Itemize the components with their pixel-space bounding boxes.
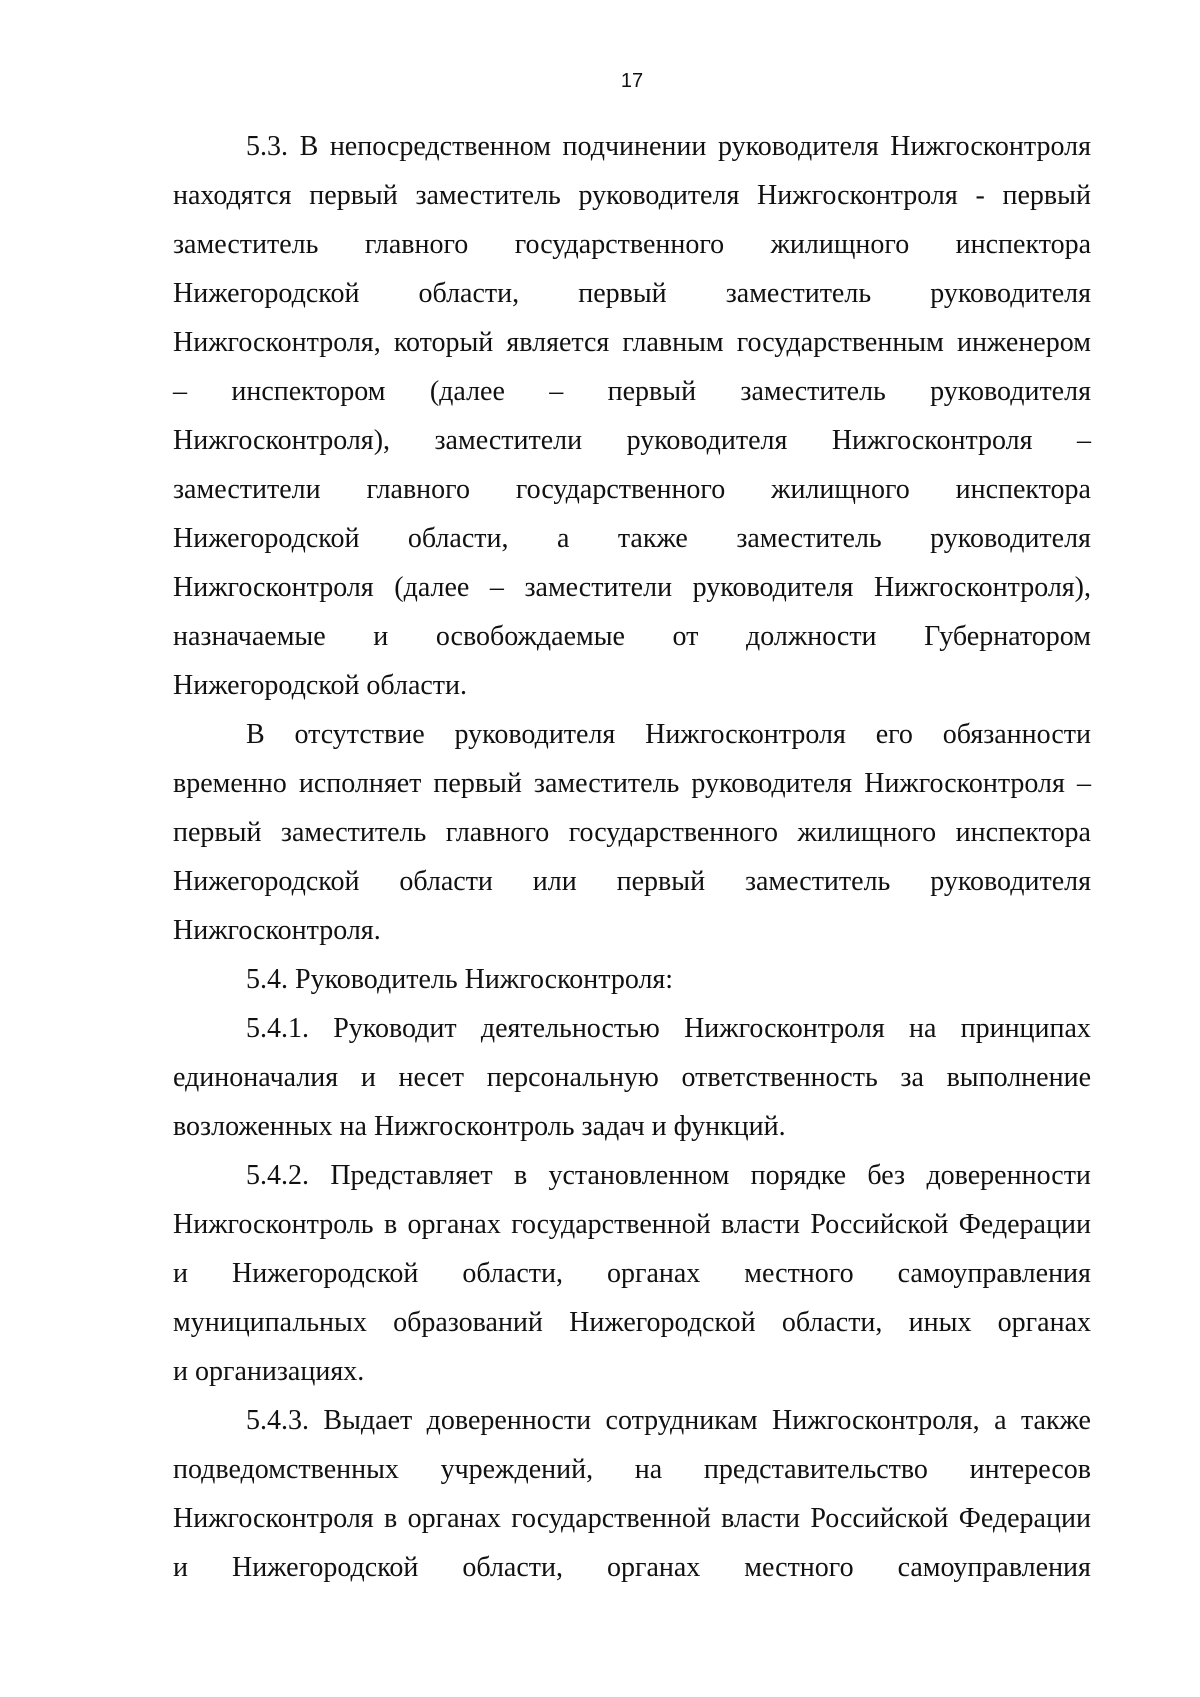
word: руководителя [578, 180, 740, 211]
word: и [173, 1552, 188, 1583]
word: области, [462, 1258, 563, 1289]
text-line [173, 1004, 1091, 1053]
word: подведомственных [173, 1454, 399, 1485]
word: (далее [394, 572, 470, 603]
word: на [634, 1454, 663, 1485]
word: власти [721, 1503, 801, 1534]
word: руководителя [930, 278, 1091, 309]
word: в [513, 1160, 528, 1191]
word: (далее [429, 376, 505, 407]
text-line [173, 318, 1091, 367]
text-line [173, 808, 1091, 857]
word: в [383, 1209, 398, 1240]
word: Нижегородской [231, 1258, 419, 1289]
word: обязанности [942, 719, 1091, 750]
text-line [173, 220, 1091, 269]
word: инженером [956, 327, 1091, 358]
word: – [489, 572, 504, 603]
word: Нижгосконтроля [757, 180, 958, 211]
word: Российской [810, 1503, 949, 1534]
text-line [173, 1445, 1091, 1494]
text-line [173, 269, 1091, 318]
word: его [875, 719, 913, 750]
word: Российской [810, 1209, 949, 1240]
word: заместитель [725, 278, 872, 309]
word: области [399, 866, 493, 897]
word: - [975, 180, 985, 211]
word: заместитель [533, 768, 680, 799]
text-line: Нижгосконтроля. [173, 915, 381, 946]
word: местного [744, 1552, 854, 1583]
text-line [173, 514, 1091, 563]
word: сотрудникам [605, 1405, 758, 1436]
word: а [556, 523, 570, 554]
word: 5.3. [246, 131, 288, 162]
word: непосредственном [329, 131, 551, 162]
word: заместитель [736, 523, 882, 554]
text-line [173, 367, 1091, 416]
word: Нижегородской [569, 1307, 756, 1338]
word: главного [366, 474, 470, 505]
text-line [173, 1200, 1091, 1249]
word: руководителя [626, 425, 788, 456]
word: 5.4.3. [246, 1405, 309, 1436]
word: первый [309, 180, 398, 211]
word: инспектора [955, 817, 1091, 848]
word: Нижегородской [173, 866, 360, 897]
word: В [246, 719, 265, 750]
word: власти [721, 1209, 800, 1240]
word: жилищного [797, 817, 937, 848]
word: Нижгосконтроля [831, 425, 1033, 456]
word: и [360, 1062, 376, 1093]
word: персональную [486, 1062, 659, 1093]
word: временно [173, 768, 287, 799]
page-number: 17 [620, 70, 644, 92]
text-line [173, 612, 1091, 661]
word: Нижгосконтроля [684, 1013, 885, 1044]
text-line [173, 171, 1091, 220]
word: первый [173, 817, 262, 848]
word: учреждений, [440, 1454, 594, 1485]
word: Выдает [323, 1405, 413, 1436]
word: области, [407, 523, 509, 554]
word: деятельностью [480, 1013, 660, 1044]
word: первый [433, 768, 522, 799]
word: местного [744, 1258, 854, 1289]
word: Руководит [333, 1013, 457, 1044]
word: единоначалия [173, 1062, 339, 1093]
word: области, [418, 278, 520, 309]
word: 5.4.2. [246, 1160, 309, 1191]
word: Нижгосконтроля [890, 131, 1091, 162]
word: руководителя [717, 131, 879, 162]
word: также [1020, 1405, 1091, 1436]
word: или [532, 866, 577, 897]
word: первый [1002, 180, 1091, 211]
word: – [173, 376, 187, 407]
word: Нижгосконтроля [173, 572, 374, 603]
word: первый [578, 278, 667, 309]
word: 5.4.1. [246, 1013, 309, 1044]
word: Федерации [958, 1503, 1091, 1534]
word: руководителя [692, 572, 854, 603]
word: органах [606, 1258, 701, 1289]
word: Нижегородской [173, 523, 360, 554]
word: государственной [511, 1209, 711, 1240]
word: руководителя [691, 768, 853, 799]
word: самоуправления [897, 1258, 1091, 1289]
word: инспектора [955, 229, 1091, 260]
text-line: возложенных на Нижгосконтроль задач и функций. [173, 1111, 786, 1142]
text-line [173, 1396, 1091, 1445]
word: иных [908, 1307, 972, 1338]
word: первый [607, 376, 697, 407]
word: освобождаемые [435, 621, 625, 652]
word: первый [616, 866, 706, 897]
word: Представляет [330, 1160, 493, 1191]
word: доверенности [426, 1405, 592, 1436]
word: государственного [514, 229, 725, 260]
word: государственного [515, 474, 726, 505]
word: инспектора [955, 474, 1091, 505]
text-line [173, 857, 1091, 906]
text-line [173, 1151, 1091, 1200]
word: Нижгосконтроль [173, 1209, 374, 1240]
word: Нижгосконтроля), [173, 425, 391, 456]
word: заместитель [280, 817, 427, 848]
word: на [908, 1013, 937, 1044]
text-line: 5.4. Руководитель Нижгосконтроля: [246, 964, 674, 995]
word: заместитель [740, 376, 886, 407]
word: также [617, 523, 688, 554]
word: заместитель [173, 229, 319, 260]
word: ответственность [681, 1062, 878, 1093]
text-line [173, 465, 1091, 514]
word: заместители [434, 425, 583, 456]
word: главного [364, 229, 469, 260]
word: без [867, 1160, 906, 1191]
word: и [173, 1258, 188, 1289]
document-body [173, 122, 1091, 1592]
word: а [994, 1405, 1007, 1436]
word: Нижегородской [173, 278, 360, 309]
word: который [393, 327, 494, 358]
word: В [299, 131, 319, 162]
word: Нижгосконтроля), [873, 572, 1091, 603]
word: за [900, 1062, 924, 1093]
word: заместитель [415, 180, 561, 211]
text-line [173, 1298, 1091, 1347]
text-line: Нижегородской области. [173, 670, 468, 701]
text-line [173, 710, 1091, 759]
word: органах [407, 1503, 501, 1534]
word: – [1076, 425, 1091, 456]
word: Нижгосконтроля, [173, 327, 381, 358]
text-line [173, 1249, 1091, 1298]
word: Нижгосконтроля [645, 719, 846, 750]
text-line [173, 122, 1091, 171]
word: руководителя [930, 376, 1091, 407]
text-line [173, 563, 1091, 612]
word: органах [407, 1209, 501, 1240]
word: исполняет [298, 768, 422, 799]
word: – [549, 376, 564, 407]
word: образований [393, 1307, 543, 1338]
text-line [173, 416, 1091, 465]
word: руководителя [930, 866, 1091, 897]
word: Нижгосконтроля [864, 768, 1065, 799]
text-line: и организациях. [173, 1356, 365, 1387]
word: в [384, 1503, 398, 1534]
word: Губернатором [924, 621, 1091, 652]
word: области, [462, 1552, 563, 1583]
word: руководителя [454, 719, 616, 750]
word: жилищного [770, 229, 910, 260]
word: заместители [173, 474, 321, 505]
word: инспектором [231, 376, 386, 407]
word: главным [622, 327, 724, 358]
word: области, [781, 1307, 883, 1338]
word: представительство [703, 1454, 928, 1485]
word: порядке [750, 1160, 847, 1191]
word: жилищного [771, 474, 910, 505]
word: находятся [173, 180, 292, 211]
word: подчинении [562, 131, 707, 162]
text-line [173, 1053, 1091, 1102]
word: государственной [511, 1503, 711, 1534]
text-line [173, 1543, 1091, 1592]
text-line [173, 759, 1091, 808]
word: Федерации [958, 1209, 1091, 1240]
word: установленном [548, 1160, 730, 1191]
word: органах [606, 1552, 701, 1583]
word: несет [398, 1062, 465, 1093]
word: отсутствие [294, 719, 425, 750]
word: доверенности [926, 1160, 1091, 1191]
word: является [506, 327, 610, 358]
word: должности [746, 621, 877, 652]
word: самоуправления [897, 1552, 1091, 1583]
word: главного [445, 817, 550, 848]
word: органах [997, 1307, 1091, 1338]
word: от [672, 621, 699, 652]
text-line [173, 1494, 1091, 1543]
word: интересов [969, 1454, 1091, 1485]
word: муниципальных [173, 1307, 367, 1338]
word: государственным [736, 327, 944, 358]
word: руководителя [930, 523, 1091, 554]
word: Нижегородской [231, 1552, 419, 1583]
word: государственного [568, 817, 779, 848]
word: Нижгосконтроля [173, 1503, 374, 1534]
word: и [373, 621, 389, 652]
word: Нижгосконтроля, [771, 1405, 980, 1436]
word: принципах [960, 1013, 1091, 1044]
word: заместитель [744, 866, 891, 897]
word: выполнение [946, 1062, 1091, 1093]
word: назначаемые [173, 621, 326, 652]
word: – [1076, 768, 1091, 799]
word: заместители [524, 572, 673, 603]
